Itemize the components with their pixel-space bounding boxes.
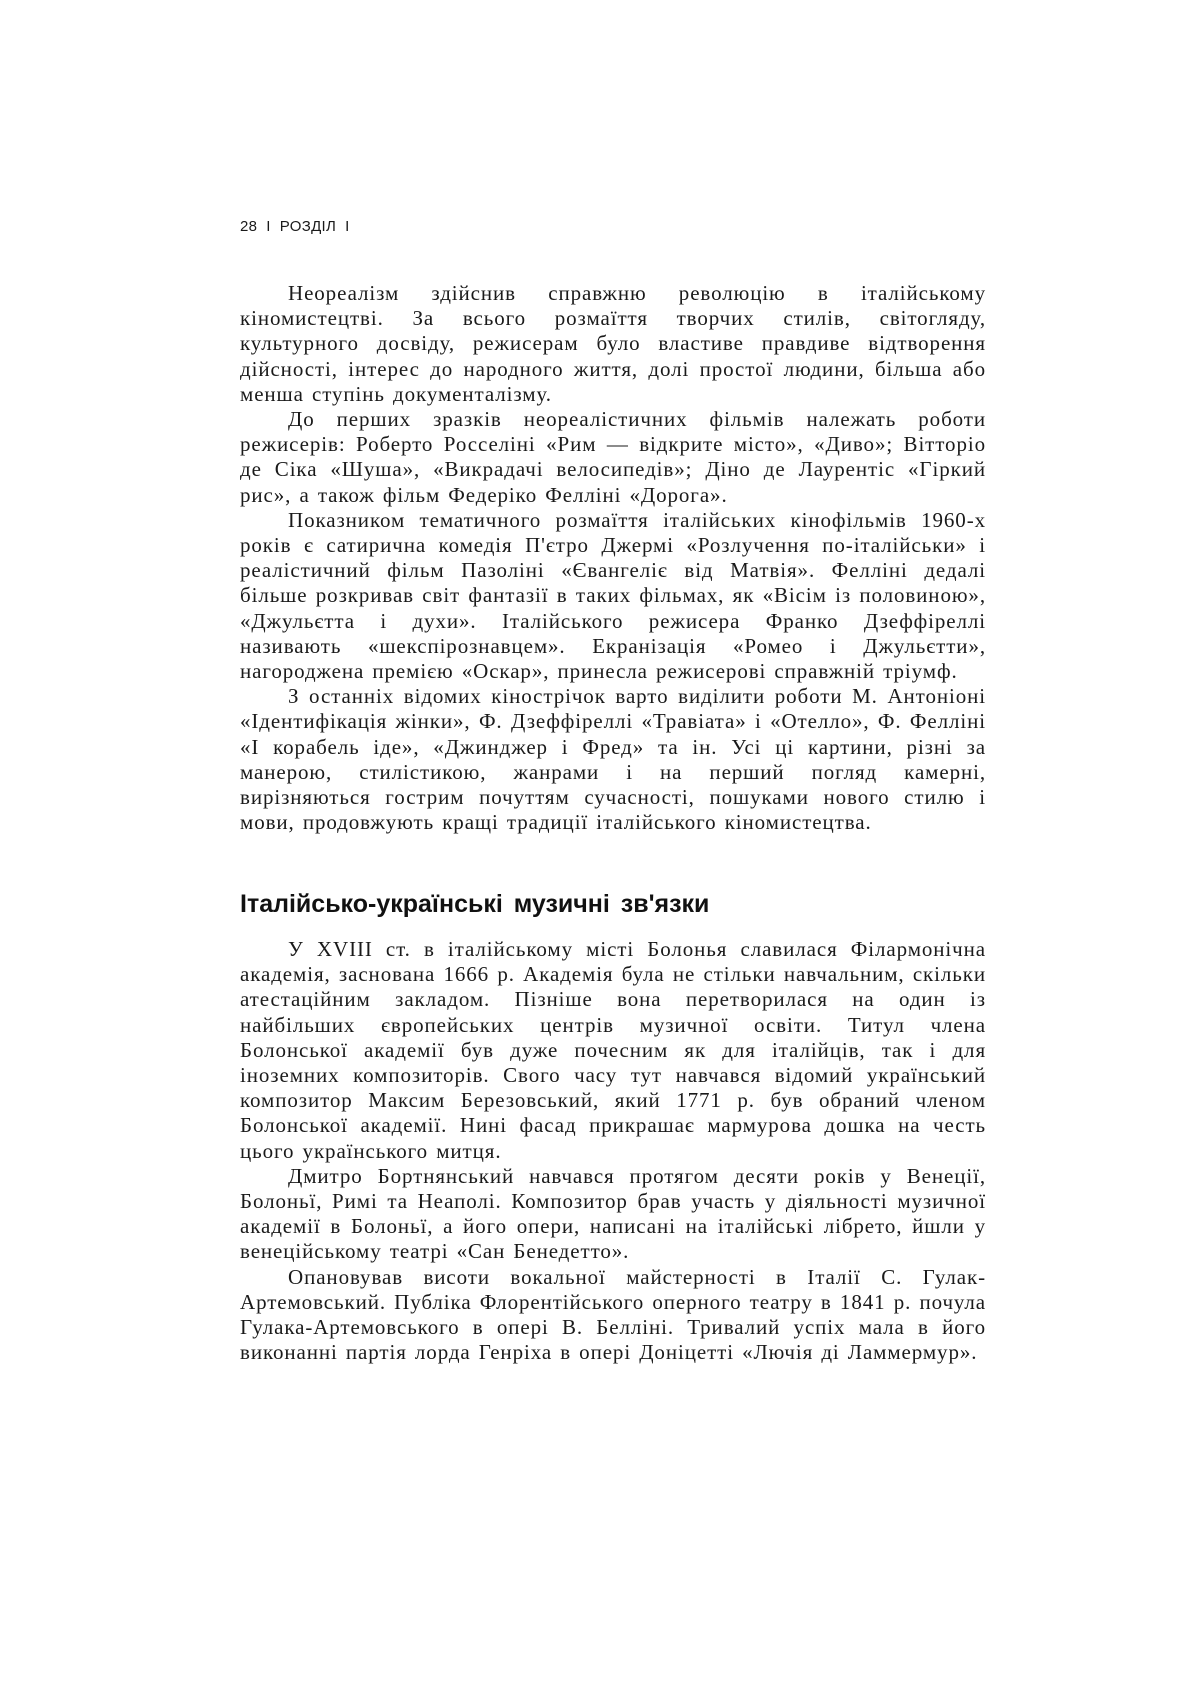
paragraph-bortniansky: Дмитро Бортнянський навчався протягом десяти років у Венеції, Болоньї, Римі та Неаполі. Композитор брав участь у діяльності музичної академії в Болоньї, а його опери, написані на італійські лібрето, йшли у венеційському театрі «Сан Бенедетто».	[240, 1163, 986, 1264]
paragraph-bologna-academy: У XVIII ст. в італійському місті Болонья славилася Філармонічна академія, заснована 1666 р. Академія була не стільки навчальним, скільки атестаційним закладом. Пізніше вона перетворилася на один із найбільших європейських центрів музичної освіти. Титул члена Болонської академії був дуже почесним як для італійців, так і для іноземних композиторів. Свого часу тут навчався відомий український композитор Максим Березовський, який 1771 р. був обраний членом Болонської академії. Нині фасад прикрашає мармурова дошка на честь цього українського митця.	[240, 937, 986, 1163]
header-trailing-separator: I	[345, 218, 350, 235]
header-separator: I	[266, 218, 271, 235]
section-heading: Італійсько-українські музичні зв'язки	[240, 890, 710, 918]
running-header	[240, 218, 359, 235]
section-text-block	[240, 937, 986, 1365]
chapter-label: РОЗДІЛ	[279, 218, 337, 235]
page-number: 28	[240, 218, 258, 235]
paragraph-neorealism: Неореалізм здійснив справжню революцію в італійському кіномистецтві. За всього розмаїття творчих стилів, світогляду, культурного досвіду, режисерам було властиве правдиве відтворення дійсності, інтерес до народного життя, долі простої людини, більша або менша ступінь документалізму.	[240, 281, 986, 406]
intro-text-block	[240, 281, 986, 835]
paragraph-recent-films: З останніх відомих кінострічок варто виділити роботи М. Антоніоні «Ідентифікація жінки», Ф. Дзеффіреллі «Травіата» і «Отелло», Ф. Фелліні «І корабель іде», «Джинджер і Фред» та ін. Усі ці картини, різні за манерою, стилістикою, жанрами і на перший погляд камерні, вирізняються гострим почуттям сучасності, пошуками нового стилю і мови, продовжують кращі традиції італійського кіномистецтва.	[240, 684, 986, 835]
paragraph-first-films: До перших зразків неореалістичних фільмів належать роботи режисерів: Роберто Росселіні «Рим — відкрите місто», «Диво»; Вітторіо де Сіка «Шуша», «Викрадачі велосипедів»; Діно де Лаурентіс «Гіркий рис», а також фільм Федеріко Фелліні «Дорога».	[240, 407, 986, 507]
paragraph-hulak-artemovsky: Опановував висоти вокальної майстерності в Італії С. Гулак-Артемовський. Публіка Флорентійського оперного театру в 1841 р. почула Гулака-Артемовського в опері В. Белліні. Тривалий успіх мала в його виконанні партія лорда Генріха в опері Доніцетті «Лючія ді Ламмермур».	[240, 1264, 986, 1365]
paragraph-1960s: Показником тематичного розмаїття італійських кінофільмів 1960-х років є сатирична комедія П'єтро Джермі «Розлучення по-італійськи» і реалістичний фільм Пазоліні «Євангеліє від Матвія». Фелліні дедалі більше розкривав світ фантазії в таких фільмах, як «Вісім із половиною», «Джульєтта і духи». Італійського режисера Франко Дзеффіреллі називають «шекспірознавцем». Екранізація «Ромео і Джульєтти», нагороджена премією «Оскар», принесла режисерові справжній тріумф.	[240, 507, 986, 684]
